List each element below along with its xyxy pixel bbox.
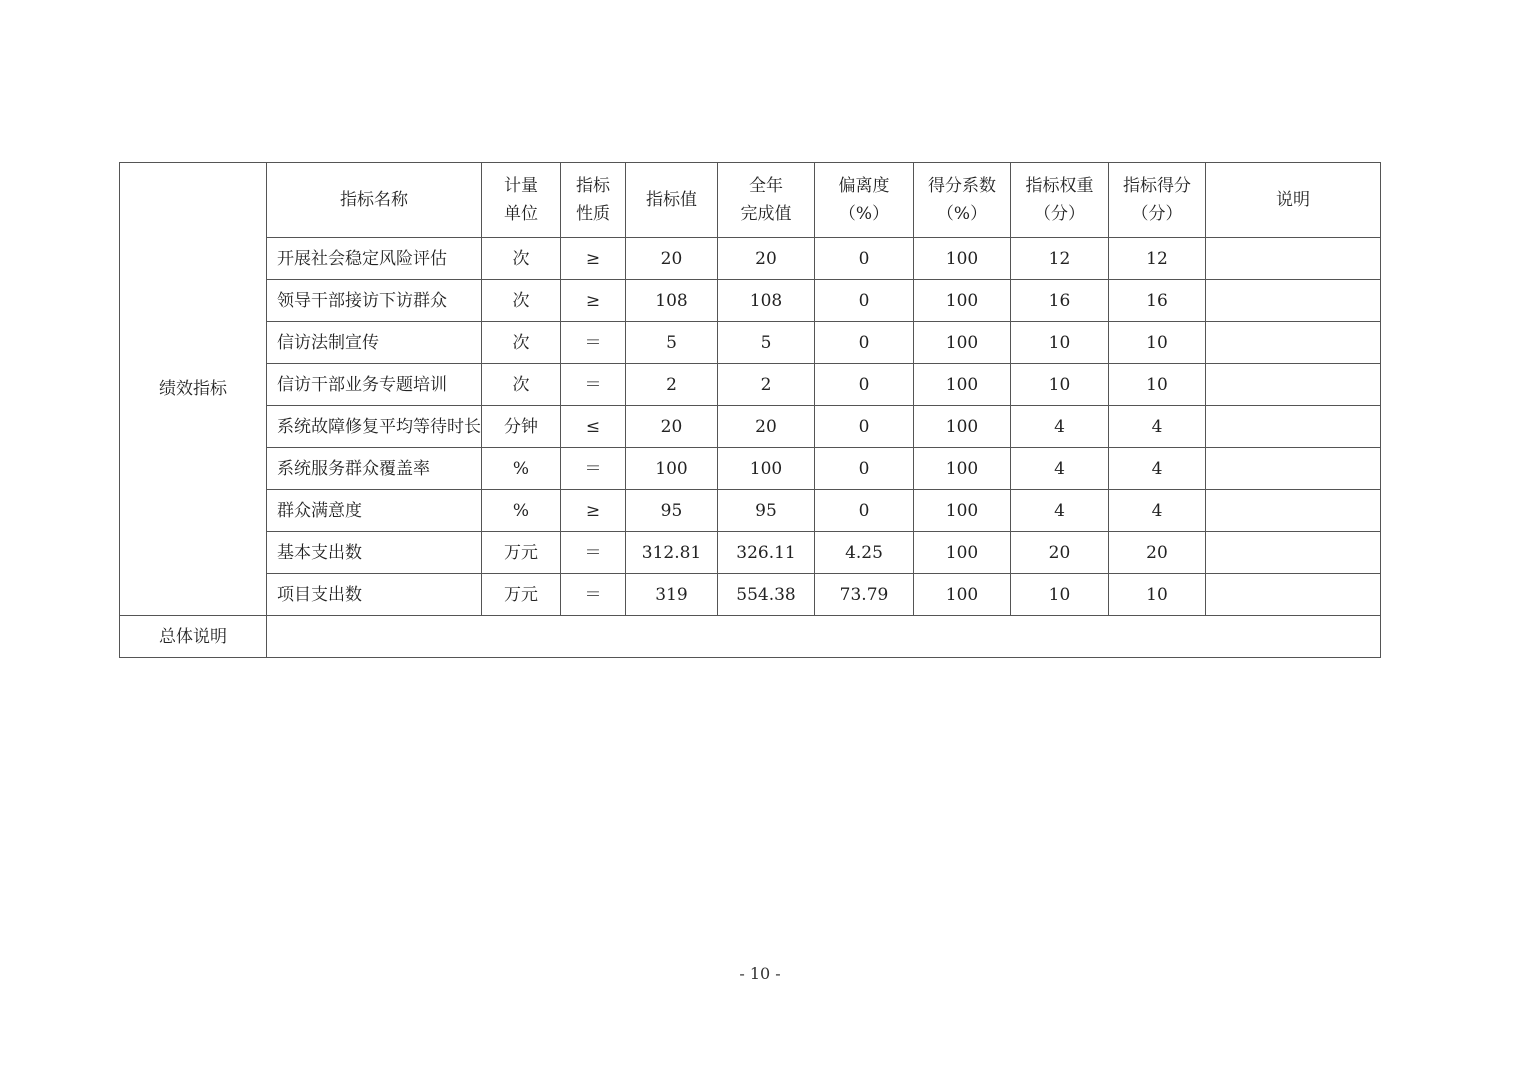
header-deviation: 偏离度 （%）	[815, 163, 914, 238]
table-row	[120, 448, 1381, 490]
coef-cell: 100	[914, 574, 1011, 616]
unit-cell: 万元	[482, 532, 561, 574]
header-row	[120, 163, 1381, 238]
score-cell: 4	[1109, 448, 1206, 490]
deviation-cell: 73.79	[815, 574, 914, 616]
coef-cell: 100	[914, 238, 1011, 280]
deviation-cell: 0	[815, 406, 914, 448]
coef-cell: 100	[914, 322, 1011, 364]
nature-cell: ＝	[561, 364, 626, 406]
weight-cell: 16	[1011, 280, 1109, 322]
header-nature: 指标 性质	[561, 163, 626, 238]
table-row	[120, 364, 1381, 406]
target-cell: 2	[626, 364, 718, 406]
note-cell	[1206, 406, 1381, 448]
coef-cell: 100	[914, 532, 1011, 574]
deviation-cell: 0	[815, 364, 914, 406]
footer-row	[120, 616, 1381, 658]
header-coef: 得分系数 （%）	[914, 163, 1011, 238]
unit-cell: 万元	[482, 574, 561, 616]
nature-cell: ＝	[561, 574, 626, 616]
footer-label: 总体说明	[120, 616, 267, 658]
nature-cell: ≥	[561, 280, 626, 322]
coef-cell: 100	[914, 448, 1011, 490]
note-cell	[1206, 532, 1381, 574]
target-cell: 95	[626, 490, 718, 532]
deviation-cell: 4.25	[815, 532, 914, 574]
actual-cell: 108	[718, 280, 815, 322]
deviation-cell: 0	[815, 280, 914, 322]
unit-cell: %	[482, 448, 561, 490]
table-row	[120, 490, 1381, 532]
page-number: - 10 -	[739, 964, 781, 983]
header-target: 指标值	[626, 163, 718, 238]
target-cell: 312.81	[626, 532, 718, 574]
unit-cell: 次	[482, 280, 561, 322]
table-body	[120, 163, 1381, 658]
deviation-cell: 0	[815, 490, 914, 532]
actual-cell: 95	[718, 490, 815, 532]
actual-cell: 2	[718, 364, 815, 406]
deviation-cell: 0	[815, 238, 914, 280]
target-cell: 319	[626, 574, 718, 616]
weight-cell: 10	[1011, 364, 1109, 406]
section-label: 绩效指标	[120, 163, 267, 616]
unit-cell: 次	[482, 238, 561, 280]
table-row	[120, 406, 1381, 448]
target-cell: 100	[626, 448, 718, 490]
score-cell: 10	[1109, 574, 1206, 616]
target-cell: 20	[626, 238, 718, 280]
header-weight: 指标权重 （分）	[1011, 163, 1109, 238]
note-cell	[1206, 280, 1381, 322]
note-cell	[1206, 364, 1381, 406]
nature-cell: ＝	[561, 322, 626, 364]
coef-cell: 100	[914, 490, 1011, 532]
header-note: 说明	[1206, 163, 1381, 238]
weight-cell: 20	[1011, 532, 1109, 574]
weight-cell: 4	[1011, 490, 1109, 532]
table-row	[120, 280, 1381, 322]
weight-cell: 12	[1011, 238, 1109, 280]
actual-cell: 20	[718, 238, 815, 280]
coef-cell: 100	[914, 406, 1011, 448]
nature-cell: ＝	[561, 532, 626, 574]
header-name: 指标名称	[267, 163, 482, 238]
header-actual: 全年 完成值	[718, 163, 815, 238]
footer-value	[267, 616, 1381, 658]
note-cell	[1206, 448, 1381, 490]
deviation-cell: 0	[815, 322, 914, 364]
weight-cell: 4	[1011, 448, 1109, 490]
note-cell	[1206, 322, 1381, 364]
indicator-name: 系统服务群众覆盖率	[267, 448, 482, 490]
nature-cell: ≥	[561, 490, 626, 532]
table-row	[120, 322, 1381, 364]
score-cell: 16	[1109, 280, 1206, 322]
indicator-name: 领导干部接访下访群众	[267, 280, 482, 322]
score-cell: 10	[1109, 322, 1206, 364]
table-row	[120, 238, 1381, 280]
note-cell	[1206, 574, 1381, 616]
score-cell: 20	[1109, 532, 1206, 574]
target-cell: 20	[626, 406, 718, 448]
actual-cell: 100	[718, 448, 815, 490]
score-cell: 10	[1109, 364, 1206, 406]
indicator-name: 基本支出数	[267, 532, 482, 574]
target-cell: 108	[626, 280, 718, 322]
weight-cell: 10	[1011, 574, 1109, 616]
actual-cell: 20	[718, 406, 815, 448]
note-cell	[1206, 490, 1381, 532]
header-score: 指标得分 （分）	[1109, 163, 1206, 238]
deviation-cell: 0	[815, 448, 914, 490]
unit-cell: 分钟	[482, 406, 561, 448]
table-row	[120, 532, 1381, 574]
score-cell: 4	[1109, 406, 1206, 448]
nature-cell: ≤	[561, 406, 626, 448]
score-cell: 12	[1109, 238, 1206, 280]
actual-cell: 5	[718, 322, 815, 364]
note-cell	[1206, 238, 1381, 280]
actual-cell: 326.11	[718, 532, 815, 574]
weight-cell: 10	[1011, 322, 1109, 364]
weight-cell: 4	[1011, 406, 1109, 448]
unit-cell: 次	[482, 364, 561, 406]
indicator-name: 信访法制宣传	[267, 322, 482, 364]
header-unit: 计量 单位	[482, 163, 561, 238]
target-cell: 5	[626, 322, 718, 364]
indicator-name: 系统故障修复平均等待时长	[267, 406, 482, 448]
unit-cell: %	[482, 490, 561, 532]
unit-cell: 次	[482, 322, 561, 364]
score-cell: 4	[1109, 490, 1206, 532]
indicator-name: 开展社会稳定风险评估	[267, 238, 482, 280]
indicator-name: 项目支出数	[267, 574, 482, 616]
performance-table	[119, 162, 1381, 658]
nature-cell: ≥	[561, 238, 626, 280]
table-row	[120, 574, 1381, 616]
indicator-name: 信访干部业务专题培训	[267, 364, 482, 406]
nature-cell: ＝	[561, 448, 626, 490]
indicator-name: 群众满意度	[267, 490, 482, 532]
actual-cell: 554.38	[718, 574, 815, 616]
coef-cell: 100	[914, 364, 1011, 406]
coef-cell: 100	[914, 280, 1011, 322]
